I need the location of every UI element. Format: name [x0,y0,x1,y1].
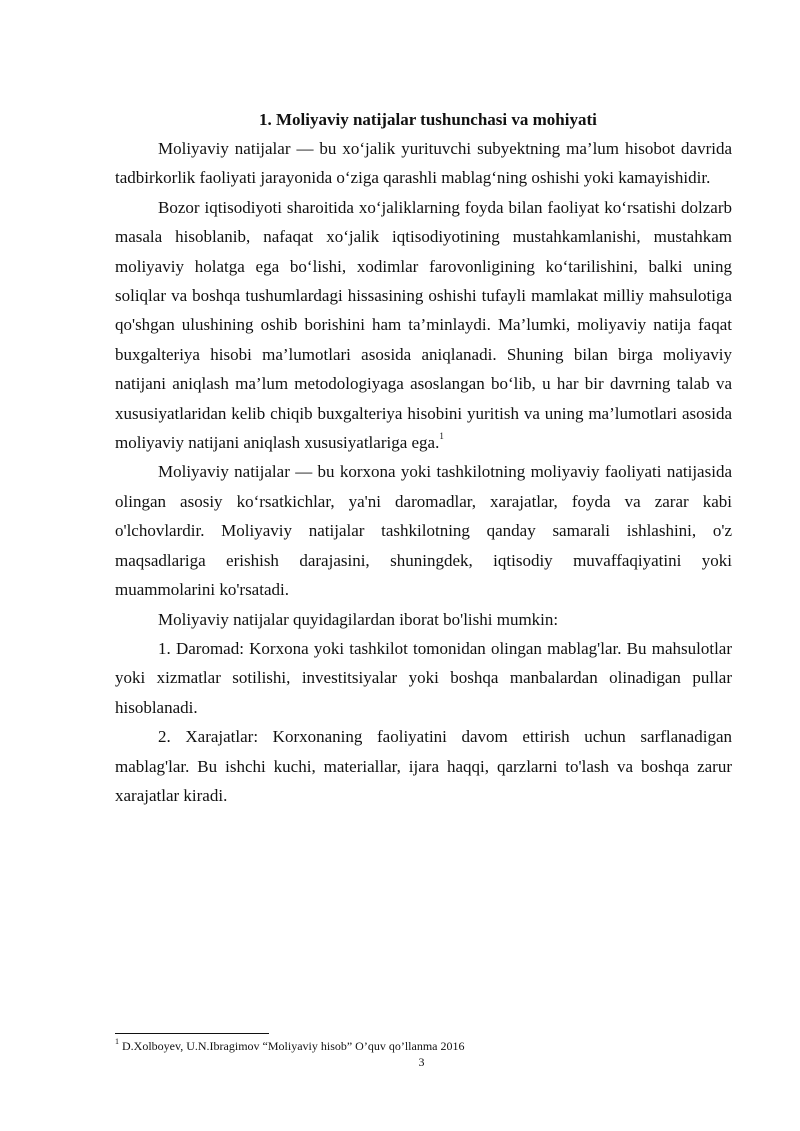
list-item-expenses [115,722,732,810]
page-content [115,107,732,810]
footnote-marker: 1 [115,1037,119,1046]
paragraph-text: 2. Xarajatlar: Korxonaning faoliyatini davom ettirish uchun sarflanadigan mablag'lar. Bu ishchi kuchi, materiallar, ijara haqqi, qarzlarni to'lash va boshqa zarur xarajatlar kiradi. [115,727,732,805]
paragraph-indicators [115,457,732,604]
page-number: 3 [418,1055,425,1069]
paragraph-text: Moliyaviy natijalar quyidagilardan iborat bo'lishi mumkin: [158,609,559,629]
section-heading: 1. Moliyaviy natijalar tushunchasi va mohiyati [259,110,597,129]
paragraph-text: 1. Daromad: Korxona yoki tashkilot tomonidan olingan mablag'lar. Bu mahsulotlar yoki xizmatlar sotilishi, investitsiyalar yoki boshqa manbalardan olinadigan pullar hisoblanadi. [115,638,732,717]
footnote-text: D.Xolboyev, U.N.Ibragimov “Moliyaviy hisob” O’quv qo’llanma 2016 [119,1039,465,1053]
paragraph-definition [115,134,732,193]
footnote-divider [115,1033,269,1034]
footnote-reference[interactable]: 1 [439,431,444,442]
paragraph-text: Moliyaviy natijalar — bu xo‘jalik yurituvchi subyektning ma’lum hisobot davrida tadbirkorlik faoliyati jarayonida o‘ziga qarashli mablag‘ning oshishi yoki kamayishidir. [115,139,732,188]
paragraph-list-intro [115,605,732,634]
paragraph-text: Moliyaviy natijalar — bu korxona yoki tashkilotning moliyaviy faoliyati natijasida olingan asosiy ko‘rsatkichlar, ya'ni daromadlar, xarajatlar, foyda va zarar kabi o'lchovlardir. Moliyaviy natijalar tashkilotning qanday samarali ishlashini, o'z maqsadlariga erishish darajasini, shuningdek, iqtisodiy muvaffaqiyatini yoki muammolarini ko'rsatadi. [115,462,732,600]
list-item-income [115,634,732,722]
paragraph-market-economy [115,193,732,458]
paragraph-text: Bozor iqtisodiyoti sharoitida xo‘jaliklarning foyda bilan faoliyat ko‘rsatishi dolzarb masala hisoblanib, nafaqat xo‘jalik iqtisodiyotining mustahkamlanishi, mustahkam moliyaviy holatga ega bo‘lishi, xodimlar farovonligining ko‘tarilishini, balki uning soliqlar va boshqa tushumlardagi hissasining oshishi tufayli mamlakat milliy mahsulotiga qo'shgan ulushining oshib borishini ham ta’minlaydi. Ma’lumki, moliyaviy natija faqat buxgalteriya hisobi ma’lumotlari asosida aniqlanadi. Shuning bilan birga moliyaviy natijani aniqlash ma’lum metodologiyaga asoslangan bo‘lib, u har bir davrning talab va xususiyatlaridan kelib chiqib buxgalteriya hisobini yuritish va uning ma’lumotlari asosida moliyaviy natijani aniqlash xususiyatlariga ega. [115,197,732,453]
footnote [115,1039,465,1054]
